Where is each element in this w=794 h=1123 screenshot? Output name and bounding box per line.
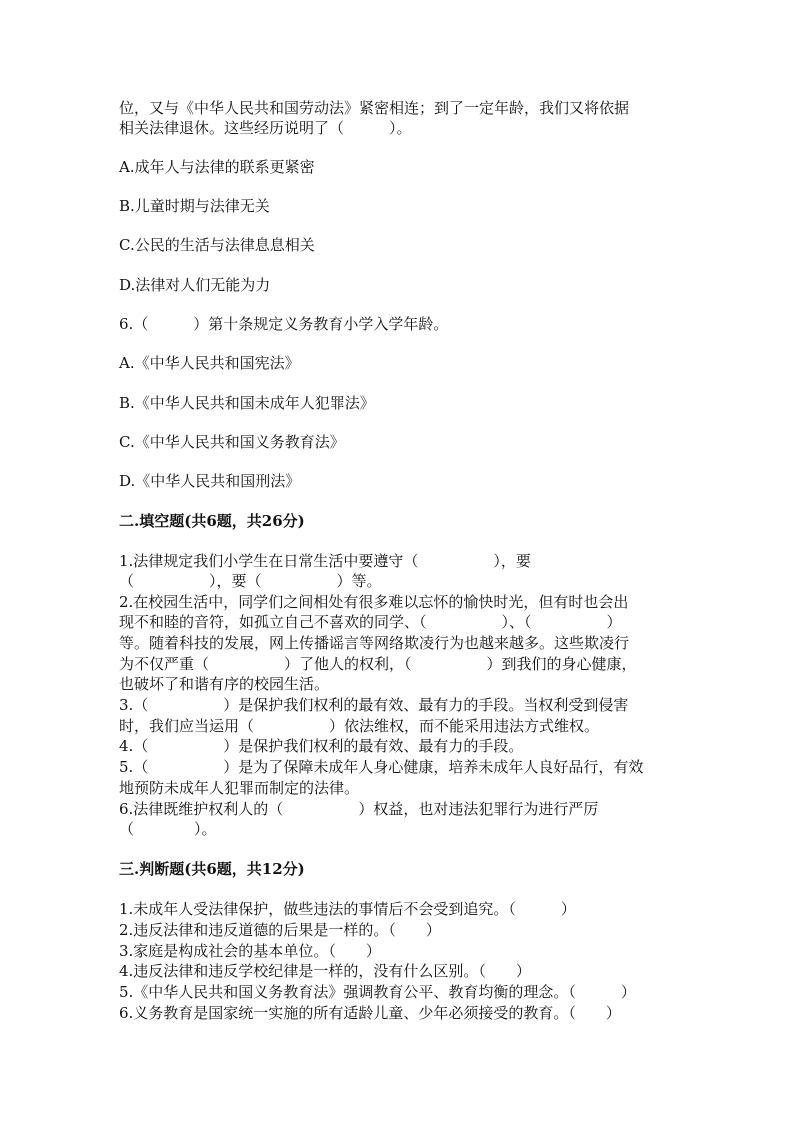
q5-stem-line-1: 位，又与《中华人民共和国劳动法》紧密相连；到了一定年龄，我们又将依据 [119,99,630,117]
section2-line: 现不和睦的音符，如孤立自己不喜欢的同学、（ ）、（ ） [119,613,622,631]
q5-option-a: A.成年人与法律的联系更紧密 [119,158,315,176]
section2-line: （ ）。 [119,820,217,838]
q6-option-b: B.《中华人民共和国未成年人犯罪法》 [119,394,375,412]
section3-line: 4.违反法律和违反学校纪律是一样的，没有什么区别。（ ） [119,962,531,980]
section2-line: 3.（ ）是保护我们权利的最有效、最有力的手段。当权利受到侵害 [119,696,629,714]
q5-option-c: C.公民的生活与法律息息相关 [119,236,315,254]
section2-line: 为不仅严重（ ）了他人的权利，（ ）到我们的身心健康， [119,655,637,673]
section2-line: 4.（ ）是保护我们权利的最有效、最有力的手段。 [119,737,524,755]
q6-option-d: D.《中华人民共和国刑法》 [119,472,301,490]
q5-stem-line-2: 相关法律退休。这些经历说明了（ ）。 [119,119,412,137]
section2-line: 时，我们应当运用（ ）依法维权，而不能采用违法方式维权。 [119,717,600,735]
q5-option-d: D.法律对人们无能为力 [119,276,271,294]
section2-line: 6.法律既维护权利人的（ ）权益，也对违法犯罪行为进行严厉 [119,800,599,818]
section3-line: 1.未成年人受法律保护，做些违法的事情后不会受到追究。（ ） [119,900,576,918]
section2-heading: 二.填空题(共6题，共26分) [119,512,305,530]
section3-line: 3.家庭是构成社会的基本单位。（ ） [119,942,381,960]
section2-line: （ ），要（ ）等。 [119,572,382,590]
q6-option-a: A.《中华人民共和国宪法》 [119,354,300,372]
section2-line: 也破坏了和谐有序的校园生活。 [119,675,330,693]
section2-line: 等。随着科技的发展，网上传播谣言等网络欺凌行为也越来越多。这些欺凌行 [119,634,630,652]
q6-stem: 6.（ ）第十条规定义务教育小学入学年龄。 [119,315,449,333]
section2-line: 2.在校园生活中，同学们之间相处有很多难以忘怀的愉快时光，但有时也会出 [119,593,629,611]
q6-option-c: C.《中华人民共和国义务教育法》 [119,433,345,451]
section2-line: 5.（ ）是为了保障未成年人身心健康，培养未成年人良好品行，有效 [119,758,644,776]
section3-line: 2.违反法律和违反道德的后果是一样的。（ ） [119,921,441,939]
section3-line: 5.《中华人民共和国义务教育法》强调教育公平、教育均衡的理念。（ ） [119,983,636,1001]
section2-line: 1.法律规定我们小学生在日常生活中要遵守（ ），要 [119,552,531,570]
section3-heading: 三.判断题(共6题，共12分) [119,860,305,878]
q5-option-b: B.儿童时期与法律无关 [119,197,270,215]
section3-line: 6.义务教育是国家统一实施的所有适龄儿童、少年必须接受的教育。（ ） [119,1004,621,1022]
section2-line: 地预防未成年人犯罪而制定的法律。 [119,779,360,797]
